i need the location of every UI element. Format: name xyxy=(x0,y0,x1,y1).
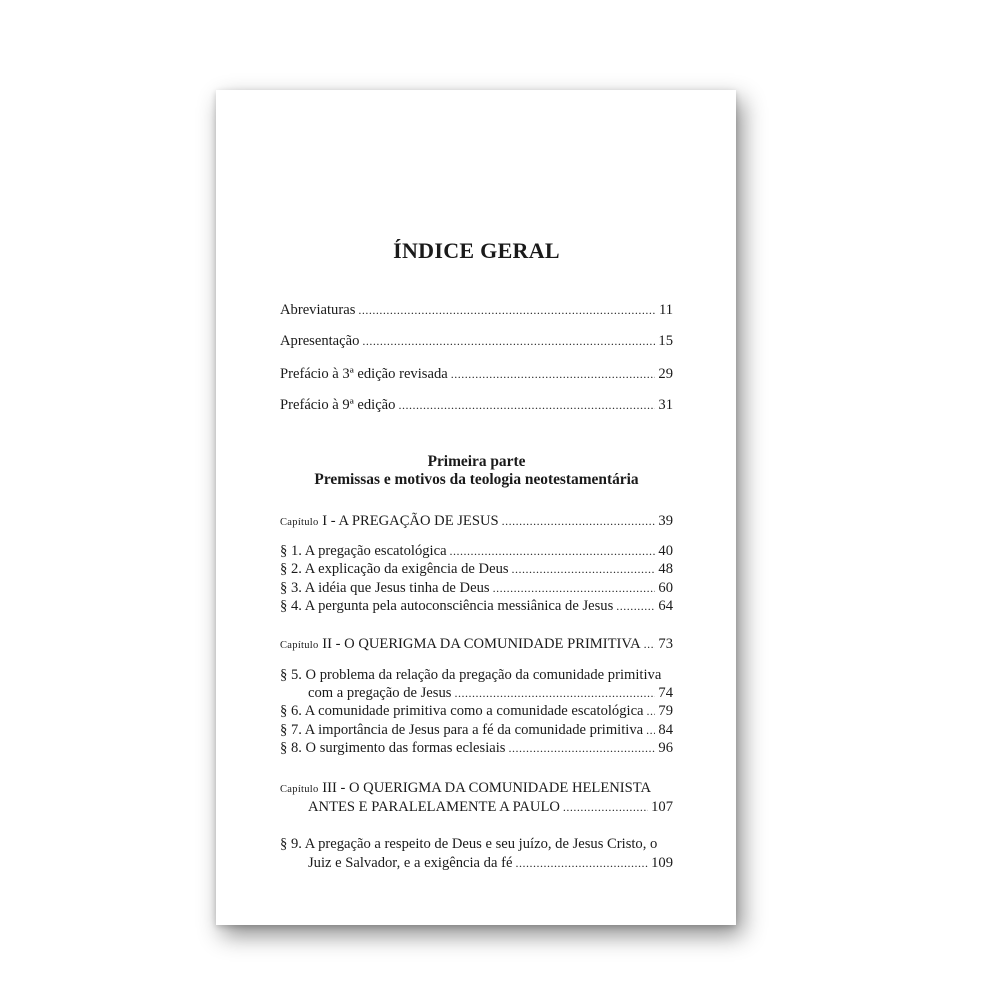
part-heading: Primeira parte xyxy=(427,453,526,470)
entry-page: 107 xyxy=(651,799,673,815)
chapter-prefix: Capítulo xyxy=(280,517,319,528)
leader-dots xyxy=(502,512,656,530)
toc-section-5-line1[interactable] xyxy=(280,666,673,684)
chapter-prefix: Capítulo xyxy=(280,640,319,651)
chapter-label xyxy=(280,780,651,796)
toc-entry-apresentacao[interactable] xyxy=(280,332,673,350)
toc-section-2[interactable] xyxy=(280,560,673,578)
toc-section-4[interactable] xyxy=(280,597,673,615)
entry-page: 84 xyxy=(658,722,673,738)
entry-label: Apresentação xyxy=(280,333,360,349)
entry-page: 109 xyxy=(651,855,673,871)
section-label: § 7. A importância de Jesus para a fé da comunidade primitiva xyxy=(280,722,644,738)
toc-section-9-line1[interactable] xyxy=(280,835,673,853)
leader-dots xyxy=(616,597,655,615)
chapter-prefix: Capítulo xyxy=(280,784,319,795)
leader-dots xyxy=(644,635,656,653)
book-page xyxy=(216,90,736,925)
section-label: § 5. O problema da relação da pregação da comunidade primitiva xyxy=(280,667,662,683)
chapter-title: - A PREGAÇÃO DE JESUS xyxy=(330,513,499,529)
section-label: § 1. A pregação escatológica xyxy=(280,543,447,559)
part-subtitle: Premissas e motivos da teologia neotestamentária xyxy=(314,471,639,488)
entry-page: 74 xyxy=(658,685,673,701)
entry-label: Prefácio à 9ª edição xyxy=(280,397,396,413)
entry-page: 48 xyxy=(658,561,673,577)
entry-label: Abreviaturas xyxy=(280,302,356,318)
entry-label: Prefácio à 3ª edição revisada xyxy=(280,366,448,382)
entry-page: 60 xyxy=(658,580,673,596)
toc-section-3[interactable] xyxy=(280,579,673,597)
toc-chapter-1[interactable] xyxy=(280,512,673,532)
toc-entry-prefacio-3[interactable] xyxy=(280,365,673,383)
leader-dots xyxy=(450,542,656,560)
leader-dots xyxy=(646,721,655,739)
section-label-continued: com a pregação de Jesus xyxy=(308,685,452,701)
section-label: § 3. A idéia que Jesus tinha de Deus xyxy=(280,580,490,596)
section-label: § 4. A pergunta pela autoconsciência messiânica de Jesus xyxy=(280,598,614,614)
section-label: § 6. A comunidade primitiva como a comunidade escatológica xyxy=(280,703,644,719)
chapter-title-continued: ANTES E PARALELAMENTE A PAULO xyxy=(308,799,560,815)
toc-section-9-line2[interactable] xyxy=(308,854,673,872)
entry-page: 40 xyxy=(658,543,673,559)
chapter-numeral: II xyxy=(322,636,332,652)
entry-page: 31 xyxy=(658,397,673,413)
section-label: § 8. O surgimento das formas eclesiais xyxy=(280,740,506,756)
toc-section-1[interactable] xyxy=(280,542,673,560)
leader-dots xyxy=(454,684,655,702)
entry-page: 29 xyxy=(658,366,673,382)
page-title: ÍNDICE GERAL xyxy=(393,238,560,263)
entry-page: 39 xyxy=(658,513,673,529)
section-label-continued: Juiz e Salvador, e a exigência da fé xyxy=(308,855,513,871)
leader-dots xyxy=(647,702,656,720)
entry-page: 79 xyxy=(658,703,673,719)
toc-section-8[interactable] xyxy=(280,739,673,757)
toc-chapter-3-line2[interactable] xyxy=(308,798,673,816)
chapter-title: - O QUERIGMA DA COMUNIDADE PRIMITIVA xyxy=(335,636,641,652)
leader-dots xyxy=(362,332,655,350)
leader-dots xyxy=(515,854,648,872)
toc-chapter-2[interactable] xyxy=(280,635,673,655)
chapter-numeral: I xyxy=(322,513,328,529)
leader-dots xyxy=(398,396,655,414)
section-label: § 9. A pregação a respeito de Deus e seu juízo, de Jesus Cristo, o xyxy=(280,836,658,852)
entry-page: 73 xyxy=(658,636,673,652)
entry-page: 11 xyxy=(658,302,673,318)
toc-chapter-3-line1[interactable] xyxy=(280,779,673,799)
leader-dots xyxy=(451,365,656,383)
toc-section-7[interactable] xyxy=(280,721,673,739)
chapter-numeral: III xyxy=(322,780,337,796)
leader-dots xyxy=(493,579,656,597)
entry-page: 96 xyxy=(658,740,673,756)
leader-dots xyxy=(508,739,655,757)
toc-entry-abreviaturas[interactable] xyxy=(280,301,673,319)
section-label: § 2. A explicação da exigência de Deus xyxy=(280,561,509,577)
leader-dots xyxy=(563,798,648,816)
entry-page: 15 xyxy=(658,333,673,349)
leader-dots xyxy=(512,560,656,578)
chapter-label xyxy=(280,512,499,532)
leader-dots xyxy=(358,301,656,319)
toc-section-5-line2[interactable] xyxy=(308,684,673,702)
entry-page: 64 xyxy=(658,598,673,614)
toc-entry-prefacio-9[interactable] xyxy=(280,396,673,414)
chapter-title: - O QUERIGMA DA COMUNIDADE HELENISTA xyxy=(340,780,652,796)
chapter-label xyxy=(280,635,641,655)
toc-section-6[interactable] xyxy=(280,702,673,720)
